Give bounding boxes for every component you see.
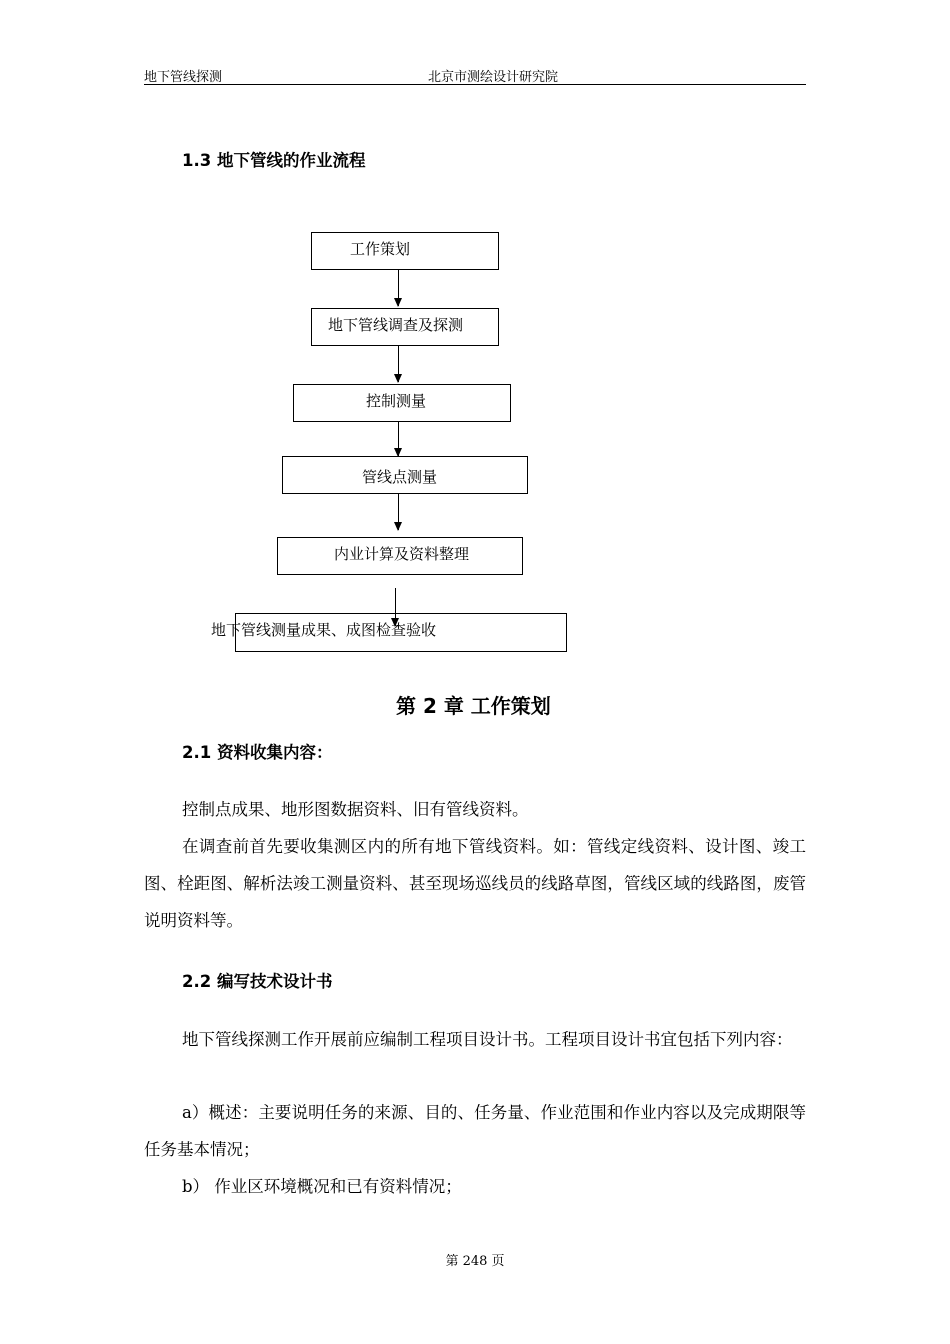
flow-step-6-label: 地下管线测量成果、成图检查验收 [211, 621, 437, 639]
header-center-text: 北京市测绘设计研究院 [428, 70, 559, 85]
section-2-2-item-a: a）概述：主要说明任务的来源、目的、任务量、作业范围和作业内容以及完成期限等任务基本情况； [144, 1103, 806, 1159]
section-2-2-heading: 2.2 编写技术设计书 [182, 972, 333, 991]
flow-step-4 [282, 456, 528, 494]
page-number: 第 248 页 [445, 1254, 505, 1269]
section-2-1-heading: 2.1 资料收集内容： [182, 743, 333, 762]
flow-step-4-label: 管线点测量 [362, 468, 438, 486]
chapter-2-title: 第 2 章 工作策划 [396, 694, 551, 718]
section-2-1-paragraph-2: 在调查前首先要收集测区内的所有地下管线资料。如：管线定线资料、设计图、竣工图、栓距图、解析法竣工测量资料、甚至现场巡线员的线路草图，管线区域的线路图，废管说明资料等。 [144, 837, 806, 930]
flow-step-2-label: 地下管线调查及探测 [328, 316, 464, 334]
flow-arrow-2 [398, 346, 399, 382]
flow-step-1 [311, 232, 499, 270]
flow-step-1-label: 工作策划 [350, 240, 411, 258]
section-2-2-paragraph-1: 地下管线探测工作开展前应编制工程项目设计书。工程项目设计书宜包括下列内容： [182, 1030, 793, 1049]
flow-arrow-1 [398, 270, 399, 306]
flow-arrow-4 [398, 494, 399, 530]
section-1-3-heading: 1.3 地下管线的作业流程 [182, 151, 366, 170]
flow-step-5 [277, 537, 523, 575]
flow-step-6 [211, 613, 567, 652]
section-2-2-item-b: b） 作业区环境概况和已有资料情况； [182, 1177, 462, 1196]
flow-step-2 [311, 308, 499, 346]
header-left-text: 地下管线探测 [144, 70, 223, 85]
section-2-1-paragraph-1: 控制点成果、地形图数据资料、旧有管线资料。 [182, 800, 529, 819]
flow-step-5-label: 内业计算及资料整理 [334, 545, 470, 563]
flow-arrow-3 [398, 422, 399, 456]
flow-step-3-label: 控制测量 [366, 392, 427, 410]
flow-step-3 [293, 384, 511, 422]
